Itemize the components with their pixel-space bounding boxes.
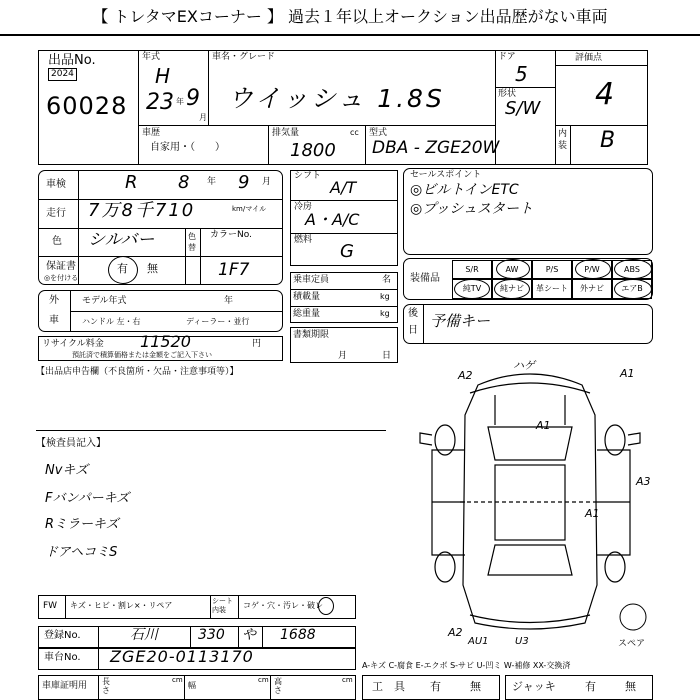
equip-tv: 純TV bbox=[452, 279, 492, 299]
header-title: 【 トレタマEXコーナー 】 過去１年以上オークション出品歴がない車両 bbox=[92, 7, 608, 26]
inspection-year-unit: 年 bbox=[207, 177, 217, 187]
damage-legend: A-キズ C-腐食 E-エクボ S-サビ U-凹ミ W-補修 XX-交換済 bbox=[362, 661, 571, 670]
car-name-label: 車名・グレード bbox=[212, 52, 276, 62]
seat-label: シート内装 bbox=[212, 597, 233, 614]
equip-aw-circle bbox=[496, 259, 530, 279]
load-unit: kg bbox=[380, 292, 390, 301]
model-label: 型式 bbox=[369, 128, 388, 138]
chassis-label: 車台No. bbox=[44, 652, 81, 663]
mark-a1-door: A1 bbox=[585, 507, 600, 520]
displacement-unit: cc bbox=[350, 128, 359, 137]
equip-sr: S/R bbox=[452, 260, 492, 279]
mark-a2-front: A2 bbox=[458, 369, 473, 382]
lot-label: 出品No. bbox=[48, 53, 96, 68]
color-code: 1F7 bbox=[218, 260, 250, 280]
jack-label: ジャッキ bbox=[512, 680, 556, 693]
color-label: 色 bbox=[52, 236, 62, 247]
capacity-unit: 名 bbox=[382, 275, 392, 285]
displacement-value: 1800 bbox=[290, 140, 336, 161]
seat-text: コゲ・穴・汚レ・破レ bbox=[243, 601, 323, 610]
chassis-value: ZGE20-0113170 bbox=[110, 647, 254, 666]
seller-note-label: 【出品店申告欄（不良箇所・欠品・注意事項等）】 bbox=[36, 367, 239, 377]
year-month-unit: 月 bbox=[199, 113, 207, 122]
equipment-label: 装備品 bbox=[410, 273, 440, 284]
spare-label: スペア bbox=[618, 639, 646, 649]
car-name: ウイッシュ 1.8S bbox=[228, 84, 445, 113]
registration-kana: や bbox=[242, 627, 256, 643]
equip-ps: P/S bbox=[532, 260, 572, 279]
warranty-sub: ◎を付ける bbox=[44, 274, 79, 282]
inspector-line-1: Nvキズ bbox=[45, 463, 89, 478]
fuel-value: G bbox=[340, 241, 354, 262]
shift-label: シフト bbox=[294, 171, 322, 181]
equip-leather: 革シート bbox=[532, 279, 572, 299]
equip-airbag-circle bbox=[614, 279, 652, 299]
warranty-no: 無 bbox=[147, 262, 158, 275]
inspector-line-4: ドアヘコミS bbox=[45, 545, 118, 560]
doc-month: 月 bbox=[338, 351, 348, 361]
model-value: DBA - ZGE20W bbox=[372, 138, 500, 158]
inspection-year: 8 bbox=[178, 172, 190, 193]
import-label-2: 車 bbox=[49, 315, 59, 326]
import-model-year: モデル年式 bbox=[82, 296, 127, 306]
jack-yes: 有 bbox=[585, 680, 596, 693]
rear-label-1: 後 bbox=[408, 308, 418, 319]
mileage-value: 7万8千710 bbox=[88, 200, 196, 221]
usage-value: 自家用・（ ） bbox=[150, 142, 225, 153]
tools-yes: 有 bbox=[430, 680, 441, 693]
year-month: 9 bbox=[186, 86, 200, 111]
equip-navi: 純ナビ bbox=[492, 279, 532, 299]
equip-aw: AW bbox=[492, 260, 532, 279]
doors-label: ドア bbox=[498, 52, 516, 62]
weight-label: 総重量 bbox=[293, 309, 321, 319]
year-value: 23 bbox=[146, 90, 174, 115]
displacement-label: 排気量 bbox=[272, 128, 300, 138]
sales-point-line-1: ◎ビルトインETC bbox=[410, 182, 519, 198]
year-unit: 年 bbox=[176, 97, 184, 106]
doors-value: 5 bbox=[515, 62, 528, 86]
equip-ext-navi: 外ナビ bbox=[572, 279, 612, 299]
sales-point-label: セールスポイント bbox=[410, 170, 482, 180]
color-value: シルバー bbox=[88, 230, 155, 250]
import-handle: ハンドル 左・右 bbox=[82, 317, 141, 326]
color-code-label: カラーNo. bbox=[210, 230, 252, 240]
rear-label-2: 日 bbox=[408, 325, 418, 336]
mileage-unit: km/マイル bbox=[232, 205, 267, 213]
registration-area: 石川 bbox=[130, 627, 158, 643]
mark-a1-right: A1 bbox=[620, 367, 635, 380]
equip-pw: P/W bbox=[572, 260, 612, 279]
car-damage-diagram bbox=[400, 355, 660, 645]
fuel-label: 燃料 bbox=[294, 235, 313, 245]
equip-navi-circle bbox=[494, 279, 530, 299]
registration-number: 1688 bbox=[280, 627, 316, 643]
registration-class: 330 bbox=[198, 627, 225, 643]
ac-value: A・A/C bbox=[305, 210, 360, 229]
inspection-value: R bbox=[125, 172, 138, 193]
rating-value: 4 bbox=[595, 77, 615, 112]
doc-day: 日 bbox=[382, 351, 392, 361]
lot-year-stamp: 2024 bbox=[48, 68, 77, 81]
capacity-label: 乗車定員 bbox=[293, 275, 330, 285]
fw-label: FW bbox=[43, 601, 58, 611]
year-label: 年式 bbox=[142, 52, 161, 62]
body-type-value: S/W bbox=[505, 98, 541, 119]
recycle-note: 預託済で積算価格または金額をご記入下さい bbox=[72, 351, 212, 359]
rear-value: 予備キー bbox=[430, 312, 491, 330]
doc-label: 書類期限 bbox=[293, 330, 330, 340]
inspector-line-3: Rミラーキズ bbox=[45, 517, 119, 532]
mark-au1: AU1 bbox=[468, 636, 489, 647]
sales-point-line-2: ◎プッシュスタート bbox=[410, 201, 533, 217]
import-dealer: ディーラー・並行 bbox=[186, 317, 250, 326]
cert-width: 幅 bbox=[188, 681, 196, 690]
equip-pw-circle bbox=[575, 259, 611, 279]
equip-airbag: エアB bbox=[612, 279, 652, 299]
load-label: 積載量 bbox=[293, 292, 321, 302]
import-label-1: 外 bbox=[49, 295, 59, 306]
fw-text: キズ・ヒビ・割レ×・リペア bbox=[70, 601, 173, 610]
cert-label: 車庫証明用 bbox=[42, 681, 88, 691]
equip-tv-circle bbox=[454, 279, 490, 299]
registration-label: 登録No. bbox=[44, 630, 81, 641]
cert-height: 高さ bbox=[274, 677, 282, 695]
usage-label: 車歴 bbox=[142, 128, 161, 138]
equip-abs: ABS bbox=[612, 260, 652, 279]
interior-value: B bbox=[600, 128, 616, 153]
inspection-month: 9 bbox=[238, 172, 250, 193]
warranty-yes: 有 bbox=[117, 262, 128, 275]
cert-height-unit: cm bbox=[342, 676, 353, 684]
header-bar bbox=[0, 0, 700, 36]
mark-a1-hood: A1 bbox=[536, 419, 551, 432]
recycle-unit: 円 bbox=[252, 339, 262, 349]
mark-a2-rear: A2 bbox=[448, 626, 463, 639]
body-type-label: 形状 bbox=[498, 89, 517, 99]
recycle-label: リサイクル料金 bbox=[42, 339, 104, 349]
seat-circle bbox=[318, 597, 334, 615]
lot-number: 60028 bbox=[46, 92, 128, 120]
tools-no: 無 bbox=[470, 680, 481, 693]
warranty-yes-circle bbox=[108, 256, 138, 284]
tools-label: 工 具 bbox=[372, 680, 405, 693]
rating-label: 評価点 bbox=[575, 53, 603, 63]
inspector-line-2: Fバンパーキズ bbox=[45, 491, 130, 506]
interior-label: 内装 bbox=[558, 129, 568, 151]
shift-value: A/T bbox=[330, 178, 357, 197]
jack-no: 無 bbox=[625, 680, 636, 693]
mark-a3: A3 bbox=[636, 475, 651, 488]
recycle-value: 11520 bbox=[140, 332, 191, 351]
mark-u3: U3 bbox=[515, 636, 529, 647]
mileage-label: 走行 bbox=[46, 208, 66, 219]
inspection-label: 車検 bbox=[46, 179, 66, 190]
cert-length: 長さ bbox=[102, 677, 110, 695]
year-era: H bbox=[155, 64, 171, 88]
import-year-unit: 年 bbox=[224, 296, 234, 306]
ac-label: 冷房 bbox=[294, 202, 313, 212]
inspection-month-unit: 月 bbox=[262, 177, 272, 187]
warranty-label: 保証書 bbox=[46, 261, 76, 272]
cert-width-unit: cm bbox=[258, 676, 269, 684]
equip-abs-circle bbox=[614, 259, 652, 279]
weight-unit: kg bbox=[380, 309, 390, 318]
cert-length-unit: cm bbox=[172, 676, 183, 684]
color-note: 色替 bbox=[188, 232, 196, 252]
inspector-label: 【検査員記入】 bbox=[36, 438, 106, 449]
mark-hage: ハゲ bbox=[513, 359, 535, 372]
